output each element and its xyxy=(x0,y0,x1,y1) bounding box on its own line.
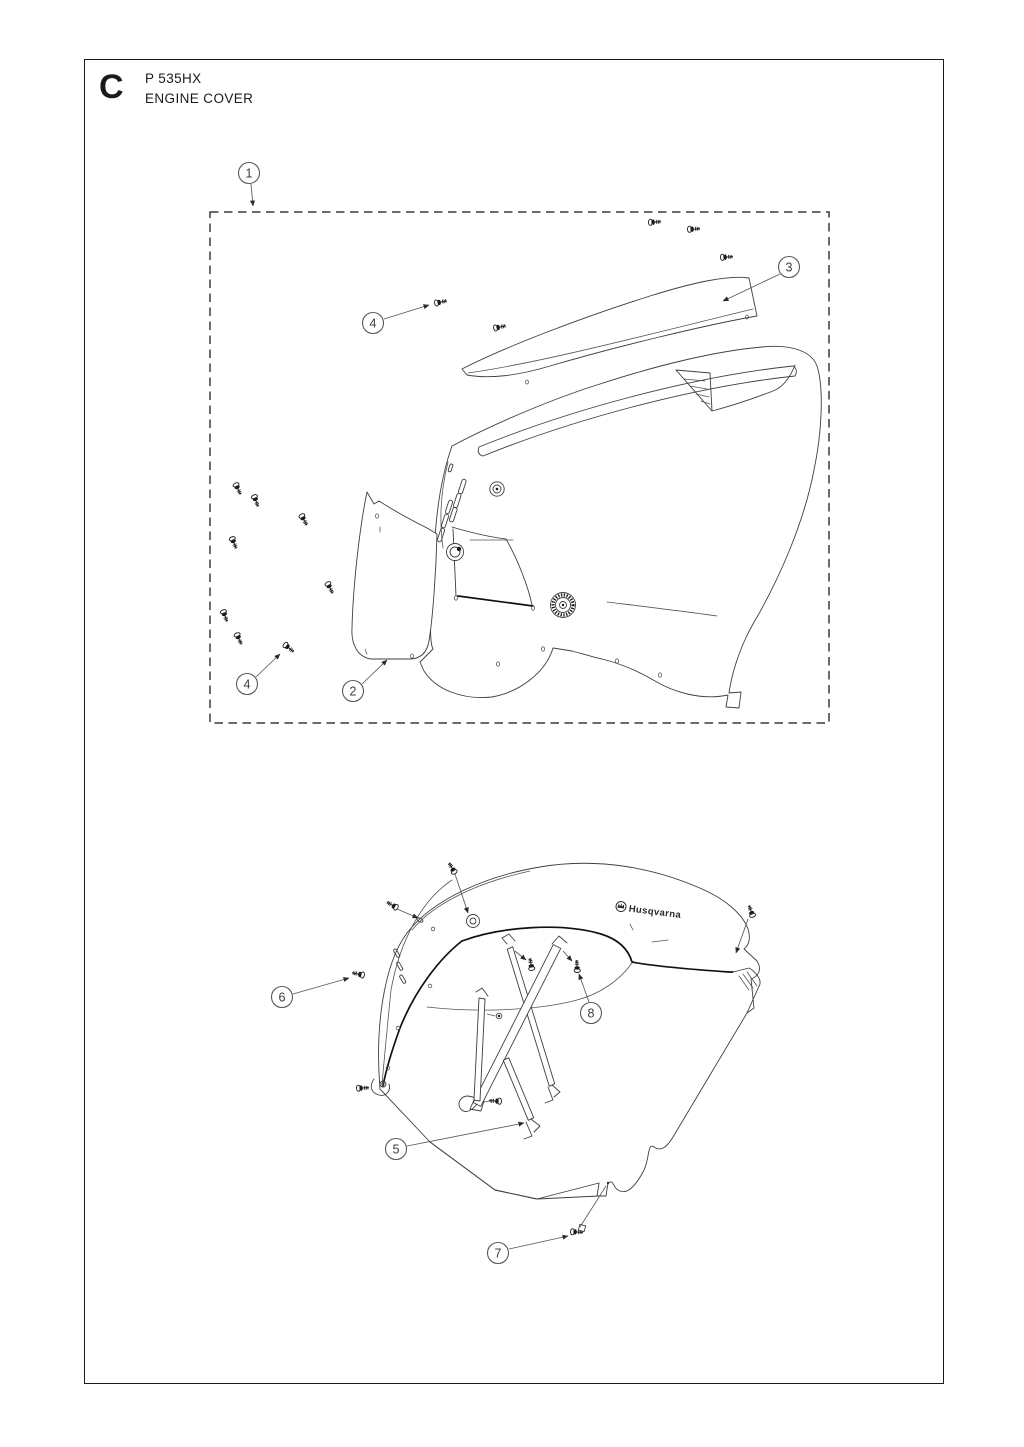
callout-4-top-label: 4 xyxy=(369,316,377,331)
callout-3-label: 3 xyxy=(785,260,793,275)
screw-icon xyxy=(251,494,261,508)
cover-grommet-boss xyxy=(490,482,504,496)
callout-7-label: 7 xyxy=(494,1246,502,1261)
callout-4-top xyxy=(363,305,430,334)
screw-icon xyxy=(493,323,507,332)
screw-icon xyxy=(232,482,243,496)
screw-icon xyxy=(570,1229,583,1236)
callout-2 xyxy=(343,660,388,702)
callout-4-bottom-label: 4 xyxy=(243,677,251,692)
callout-7 xyxy=(488,1236,569,1264)
screw-icon xyxy=(648,218,661,225)
screw-icon xyxy=(351,970,365,979)
exploded-view xyxy=(210,163,829,724)
page-title: ENGINE COVER xyxy=(145,91,254,106)
screw-icon xyxy=(434,298,448,307)
screw-icon xyxy=(282,641,296,654)
screw-icon xyxy=(687,225,700,232)
screw-icon xyxy=(220,609,230,623)
callout-6-label: 6 xyxy=(278,990,286,1005)
screw-icon xyxy=(324,581,335,595)
part-engine-cover-body xyxy=(420,346,821,708)
part-side-shield-panel xyxy=(352,492,437,659)
screw-icon xyxy=(298,513,309,527)
callout-4-bottom xyxy=(237,654,281,695)
cover-knurled-knob xyxy=(551,593,576,618)
callout-1-label: 1 xyxy=(245,166,253,181)
screw-icon xyxy=(746,904,756,918)
section-letter: C xyxy=(99,68,124,106)
callout-5-label: 5 xyxy=(392,1142,400,1157)
callout-6 xyxy=(272,978,350,1008)
model-number: P 535HX xyxy=(145,71,202,86)
part-cover-underside xyxy=(371,863,760,1199)
brand-logo-text: Husqvarna xyxy=(628,903,682,921)
screw-icon xyxy=(720,253,733,260)
underside-view xyxy=(272,861,761,1263)
screw-icon xyxy=(234,632,245,646)
screw-icon xyxy=(446,861,458,875)
screw-icon xyxy=(229,536,239,550)
callout-2-label: 2 xyxy=(349,684,357,699)
callout-8-label: 8 xyxy=(587,1006,595,1021)
callout-1 xyxy=(239,163,260,207)
screw-icon xyxy=(356,1085,369,1092)
